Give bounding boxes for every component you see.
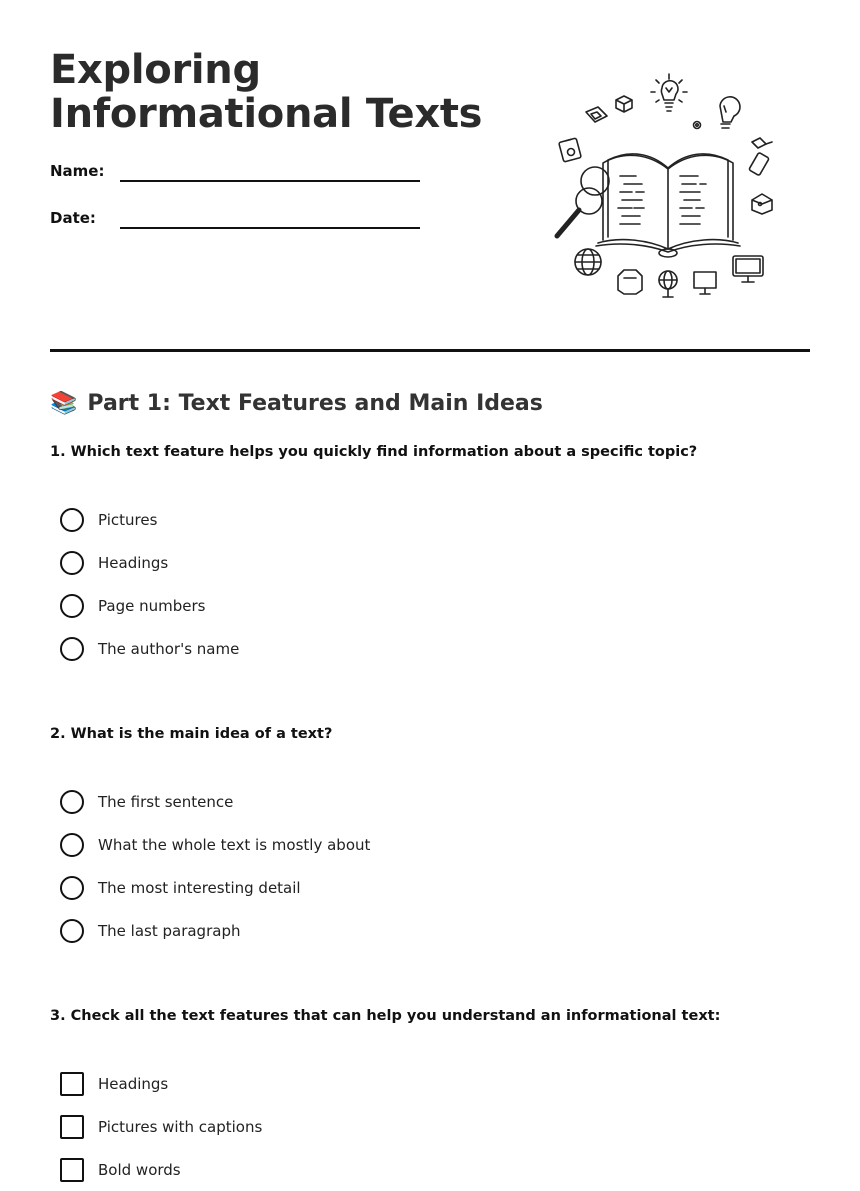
option-label: The first sentence	[98, 792, 234, 811]
worksheet-header	[50, 48, 520, 229]
page-title: Exploring Informational Texts	[50, 47, 483, 137]
question-1: 1. Which text feature helps you quickly find information about a specific topic?	[50, 444, 698, 460]
radio-button[interactable]	[60, 876, 84, 900]
magnifier-icon	[557, 167, 609, 236]
open-book-icon	[596, 154, 740, 257]
option-label: What the whole text is mostly about	[98, 835, 371, 854]
globe-icon	[659, 271, 677, 297]
checkbox[interactable]	[60, 1158, 84, 1182]
option-label: Bold words	[98, 1160, 181, 1179]
option-label: Page numbers	[98, 596, 206, 615]
option-headings[interactable]	[60, 1062, 810, 1105]
option-whole-text[interactable]	[60, 823, 810, 866]
monitor-icon	[694, 272, 716, 294]
option-pictures[interactable]	[60, 498, 810, 541]
option-first-sentence[interactable]	[60, 780, 810, 823]
house-icon	[752, 194, 772, 214]
option-label: The last paragraph	[98, 921, 241, 940]
option-headings[interactable]	[60, 541, 810, 584]
monitor-icon	[733, 256, 763, 282]
part-1-section	[50, 386, 810, 1191]
date-label: Date:	[50, 209, 96, 227]
books-icon: 📚	[50, 390, 78, 416]
option-label: Pictures	[98, 510, 158, 529]
question-3: 3. Check all the text features that can help you understand an informational text:	[50, 1008, 721, 1024]
section-title-text: Part 1: Text Features and Main Ideas	[87, 390, 543, 416]
radio-button[interactable]	[60, 919, 84, 943]
option-pictures-with-captions[interactable]	[60, 1105, 810, 1148]
checkbox[interactable]	[60, 1115, 84, 1139]
radio-button[interactable]	[60, 790, 84, 814]
option-label: Headings	[98, 553, 169, 572]
option-authors-name[interactable]	[60, 627, 810, 670]
name-input-line[interactable]	[120, 166, 420, 182]
option-label: Pictures with captions	[98, 1117, 263, 1136]
radio-button[interactable]	[60, 508, 84, 532]
clipboard-icon	[559, 138, 582, 162]
date-field-row	[50, 205, 520, 229]
radio-button[interactable]	[60, 833, 84, 857]
phone-icon	[749, 138, 772, 176]
globe-icon	[575, 249, 601, 275]
lightbulb-icon	[651, 74, 687, 111]
question-3-options	[50, 1062, 810, 1191]
question-2: 2. What is the main idea of a text?	[50, 726, 333, 742]
header-divider	[50, 349, 810, 352]
box-icon	[618, 270, 642, 294]
radio-button[interactable]	[60, 551, 84, 575]
cube-icon	[616, 96, 632, 112]
option-interesting-detail[interactable]	[60, 866, 810, 909]
chip-icon	[586, 107, 607, 122]
book-with-ideas-illustration	[548, 68, 784, 304]
section-title	[50, 386, 810, 420]
question-1-options	[50, 498, 810, 670]
option-label: Headings	[98, 1074, 169, 1093]
name-field-row	[50, 158, 520, 182]
checkbox[interactable]	[60, 1072, 84, 1096]
date-input-line[interactable]	[120, 213, 420, 229]
option-bold-words[interactable]	[60, 1148, 810, 1191]
lightbulb-icon	[720, 97, 740, 128]
option-label: The most interesting detail	[98, 878, 301, 897]
option-last-paragraph[interactable]	[60, 909, 810, 952]
question-2-options	[50, 780, 810, 952]
radio-button[interactable]	[60, 594, 84, 618]
name-label: Name:	[50, 162, 105, 180]
option-page-numbers[interactable]	[60, 584, 810, 627]
option-label: The author's name	[98, 639, 240, 658]
radio-button[interactable]	[60, 637, 84, 661]
